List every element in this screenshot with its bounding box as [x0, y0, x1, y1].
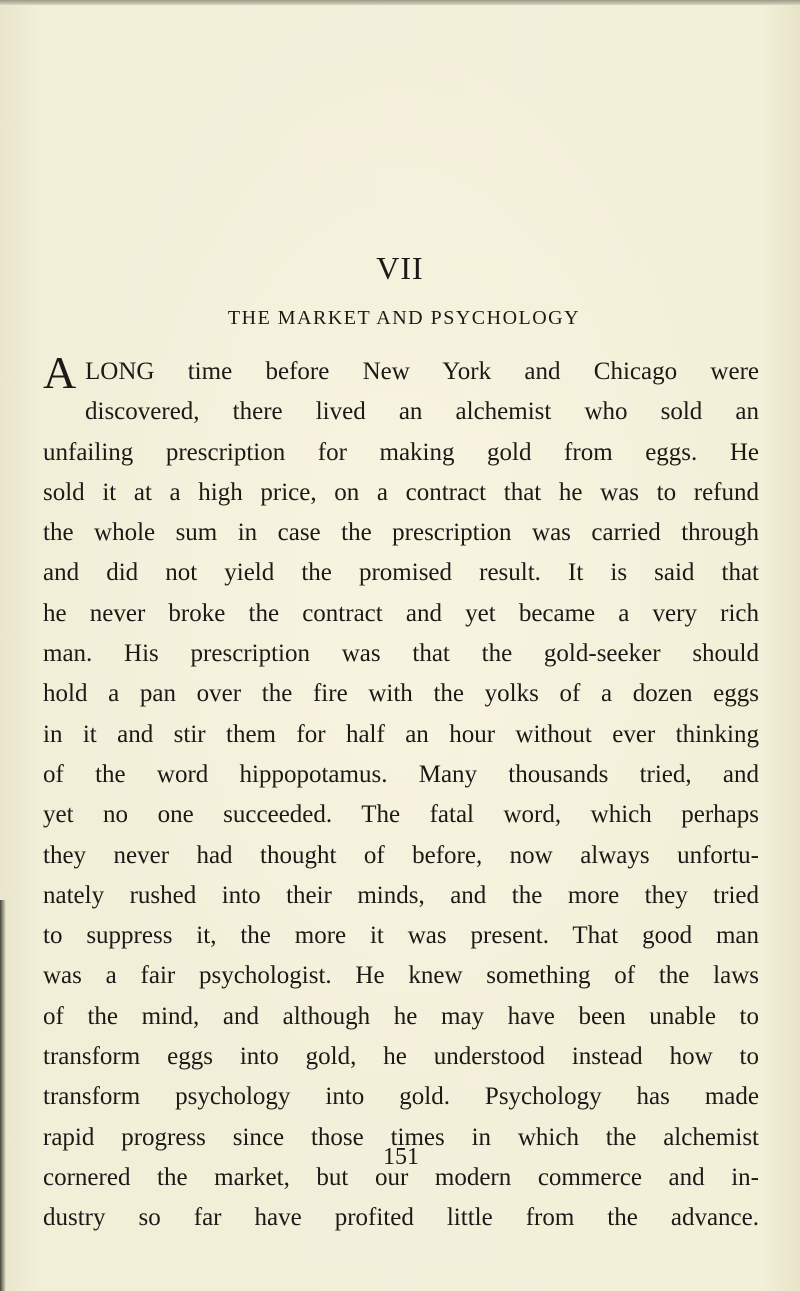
- text-line: cornered the market, but our modern commerce and in-: [43, 1163, 759, 1191]
- chapter-title: THE MARKET AND PSYCHOLOGY: [227, 307, 581, 329]
- text-line: discovered, there lived an alchemist who sold an: [85, 398, 759, 426]
- text-line: was a fair psychologist. He knew something of the laws: [43, 962, 759, 990]
- text-line: rapid progress since those times in which the alchemist: [43, 1123, 759, 1151]
- text-line: of the mind, and although he may have been unable to: [43, 1002, 759, 1030]
- body-text: [43, 347, 759, 1239]
- text-line: the whole sum in case the prescription was carried through: [43, 519, 759, 547]
- text-line: and did not yield the promised result. It is said that: [43, 559, 759, 587]
- text-line: transform psychology into gold. Psychology has made: [43, 1083, 759, 1111]
- text-line: of the word hippopotamus. Many thousands tried, and: [43, 760, 759, 788]
- text-line: to suppress it, the more it was present. That good man: [43, 922, 759, 950]
- text-line: yet no one succeeded. The fatal word, which perhaps: [43, 801, 759, 829]
- text-line: LONG time before New York and Chicago were: [85, 358, 759, 385]
- text-line: hold a pan over the fire with the yolks of a dozen eggs: [43, 680, 759, 708]
- text-line: in it and stir them for half an hour without ever thinking: [43, 720, 759, 748]
- page-number: 151: [383, 1144, 419, 1170]
- page-top-edge: [0, 0, 800, 5]
- text-line: they never had thought of before, now always unfortu-: [43, 841, 759, 869]
- text-line: sold it at a high price, on a contract that he was to refund: [43, 478, 759, 506]
- text-line: transform eggs into gold, he understood instead how to: [43, 1043, 759, 1071]
- page-binding-shadow: [0, 900, 6, 1291]
- text-line: he never broke the contract and yet became a very rich: [43, 599, 759, 627]
- chapter-number: VII: [376, 250, 424, 286]
- drop-cap: A: [43, 347, 77, 398]
- text-line: man. His prescription was that the gold-seeker should: [43, 640, 759, 668]
- text-line: nately rushed into their minds, and the more they tried: [43, 881, 759, 909]
- text-line: dustry so far have profited little from the advance.: [43, 1204, 759, 1232]
- text-line: unfailing prescription for making gold from eggs. He: [43, 438, 759, 466]
